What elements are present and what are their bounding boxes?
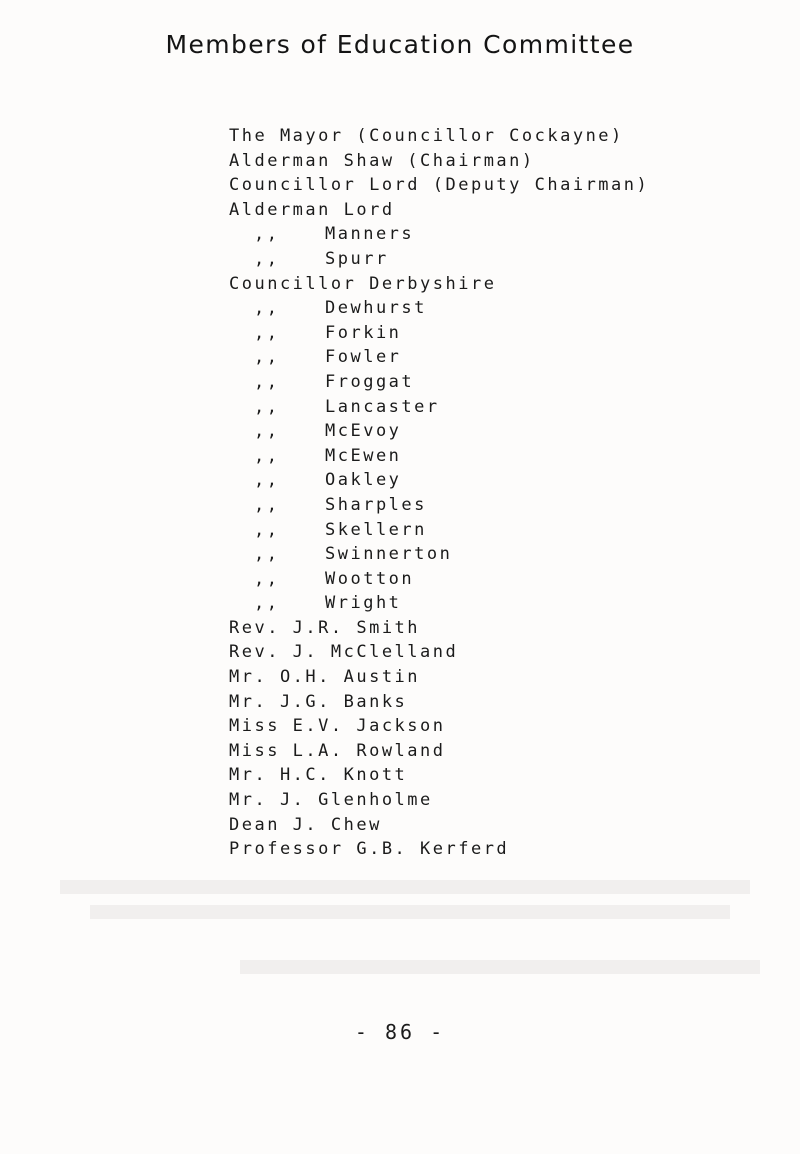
member-row bbox=[229, 640, 649, 665]
ditto-mark: ,, bbox=[254, 347, 280, 368]
member-row bbox=[229, 591, 649, 616]
ditto-mark: ,, bbox=[254, 445, 280, 466]
page-number: - 86 - bbox=[354, 1020, 446, 1044]
member-name: Oakley bbox=[325, 470, 402, 491]
show-through-band bbox=[240, 960, 760, 974]
ditto-mark: ,, bbox=[254, 421, 280, 442]
member-row bbox=[229, 690, 649, 715]
ditto-mark: ,, bbox=[254, 224, 280, 245]
member-row bbox=[229, 788, 649, 813]
show-through-band bbox=[90, 905, 730, 919]
page-title: Members of Education Committee bbox=[165, 30, 635, 59]
member-name: Professor G.B. Kerferd bbox=[229, 839, 510, 860]
ditto-mark: ,, bbox=[254, 519, 280, 540]
member-name: Alderman Lord bbox=[229, 199, 395, 220]
member-row bbox=[229, 395, 649, 420]
member-row bbox=[229, 198, 649, 223]
member-name: Skellern bbox=[325, 519, 427, 540]
member-row bbox=[229, 149, 649, 174]
ditto-mark: ,, bbox=[254, 371, 280, 392]
member-row bbox=[229, 468, 649, 493]
member-name: Mr. O.H. Austin bbox=[229, 667, 421, 688]
member-name: Wootton bbox=[325, 568, 415, 589]
members-list bbox=[229, 124, 649, 862]
member-row bbox=[229, 272, 649, 297]
member-name: Rev. J. McClelland bbox=[229, 642, 459, 663]
member-name: Rev. J.R. Smith bbox=[229, 617, 421, 638]
member-name: Alderman Shaw (Chairman) bbox=[229, 150, 535, 171]
member-row bbox=[229, 321, 649, 346]
member-name: Lancaster bbox=[325, 396, 440, 417]
ditto-mark: ,, bbox=[254, 248, 280, 269]
member-row bbox=[229, 493, 649, 518]
member-name: Councillor Lord (Deputy Chairman) bbox=[229, 175, 650, 196]
member-name: Fowler bbox=[325, 347, 402, 368]
member-row bbox=[229, 665, 649, 690]
ditto-mark: ,, bbox=[254, 593, 280, 614]
member-row bbox=[229, 714, 649, 739]
member-name: Manners bbox=[325, 224, 415, 245]
member-row bbox=[229, 813, 649, 838]
member-name: Councillor Derbyshire bbox=[229, 273, 497, 294]
member-name: Mr. H.C. Knott bbox=[229, 765, 408, 786]
member-row bbox=[229, 345, 649, 370]
member-name: Mr. J.G. Banks bbox=[229, 691, 408, 712]
member-name: Forkin bbox=[325, 322, 402, 343]
member-name: Swinnerton bbox=[325, 544, 453, 565]
member-name: McEvoy bbox=[325, 421, 402, 442]
member-name: Spurr bbox=[325, 248, 389, 269]
member-row bbox=[229, 444, 649, 469]
member-name: Dean J. Chew bbox=[229, 814, 382, 835]
member-row bbox=[229, 124, 649, 149]
ditto-mark: ,, bbox=[254, 322, 280, 343]
ditto-mark: ,, bbox=[254, 544, 280, 565]
member-name: Dewhurst bbox=[325, 298, 427, 319]
member-row bbox=[229, 567, 649, 592]
member-row bbox=[229, 173, 649, 198]
member-row bbox=[229, 739, 649, 764]
member-row bbox=[229, 222, 649, 247]
member-row bbox=[229, 763, 649, 788]
member-row bbox=[229, 616, 649, 641]
ditto-mark: ,, bbox=[254, 568, 280, 589]
member-name: Mr. J. Glenholme bbox=[229, 790, 433, 811]
member-name: Froggat bbox=[325, 371, 415, 392]
ditto-mark: ,, bbox=[254, 298, 280, 319]
member-row bbox=[229, 542, 649, 567]
ditto-mark: ,, bbox=[254, 396, 280, 417]
ditto-mark: ,, bbox=[254, 494, 280, 515]
member-name: The Mayor (Councillor Cockayne) bbox=[229, 126, 624, 146]
member-name: McEwen bbox=[325, 445, 402, 466]
member-row bbox=[229, 837, 649, 862]
member-row bbox=[229, 419, 649, 444]
member-name: Wright bbox=[325, 593, 402, 614]
member-row bbox=[229, 370, 649, 395]
member-row bbox=[229, 247, 649, 272]
ditto-mark: ,, bbox=[254, 470, 280, 491]
member-name: Sharples bbox=[325, 494, 427, 515]
member-name: Miss E.V. Jackson bbox=[229, 716, 446, 737]
member-row bbox=[229, 518, 649, 543]
member-row bbox=[229, 296, 649, 321]
show-through-band bbox=[60, 880, 750, 894]
member-name: Miss L.A. Rowland bbox=[229, 740, 446, 761]
